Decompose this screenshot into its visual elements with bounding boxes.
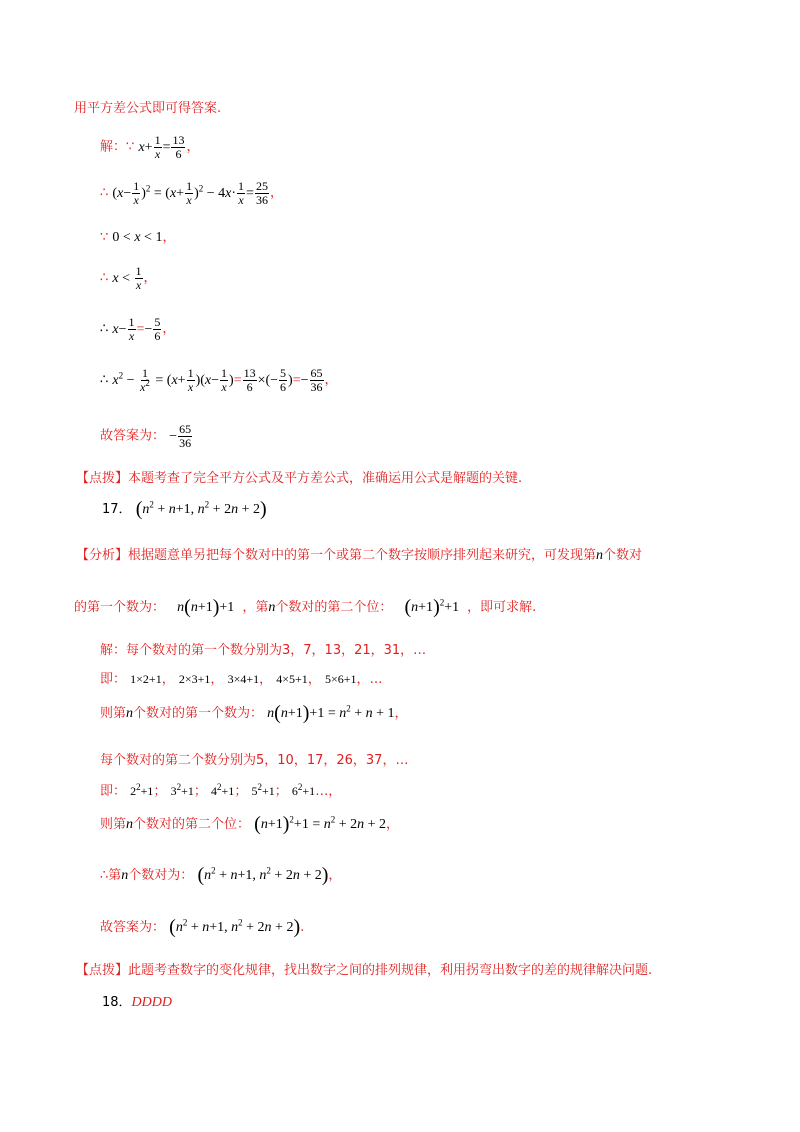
solution-17-line-7: ∴第n个数对为： ($n^2 + n+1$, $n^2 + 2n + 2$)， (100, 864, 342, 886)
answer-line-16: 故答案为： − $\frac{65}{36}$ (100, 422, 192, 450)
solution-17-line-2: 即： 1×2+1， 2×3+1， 3×4+1， 4×5+1， 5×6+1，… (100, 672, 383, 687)
solution-line-5: ∴ x− $\frac{1}{x}$ =− $\frac{5}{6}$ ， (100, 315, 176, 343)
solution-line-3: ∵ 0 < x < 1， (100, 230, 176, 245)
solution-line-4: ∴ x < $\frac{1}{x}$ ， (100, 264, 157, 292)
analysis-line-1: 【分析】根据题意单另把每个数对中的第一个或第二个数字按顺序排列起来研究，可发现第n个数对 (76, 548, 643, 563)
solution-17-line-1: 解：每个数对的第一个数分别为3，7，13，21，31，… (100, 643, 427, 658)
solution-17-line-4: 每个数对的第二个数分别为5，10，17，26，37，… (100, 753, 409, 768)
analysis-line-2: 的第一个数为： n(n+1)+1 ，第n个数对的第二个位： $(n+1)^2+1$ ，即可求解. (74, 596, 537, 618)
question-17-answer: 17． ($n^2 + n+1$, $n^2 + 2n + 2$) (102, 498, 267, 520)
hint-line-16: 【点拨】本题考查了完全平方公式及平方差公式，准确运用公式是解题的关键. (76, 471, 523, 486)
solution-line-6: ∴ $x^2$ − $\frac{1}{x^2}$ = (x+ $\frac{1}{x}$ )(x− $\frac{1}{x}$ )= $\frac{13}{6}$ ×(− $\frac{5}{6}$ )=− $\frac{65}{36}$ ， (100, 366, 338, 394)
solution-line-1: 解：∵ x+ $\frac{1}{x}$ = $\frac{13}{6}$ ， (100, 133, 200, 161)
hint-line-17: 【点拨】此题考查数字的变化规律，找出数字之间的排列规律，利用拐弯出数字的差的规律解决问题. (76, 963, 653, 978)
solution-line-2: ∴ (x− $\frac{1}{x}$ )$^2$ = (x+ $\frac{1}{x}$ )$^2$ − 4x· $\frac{1}{x}$ = $\frac{25}{36}$ ， (100, 179, 283, 207)
solution-17-line-6: 则第n个数对的第二个位： $(n+1)^2+1 = n^2 + 2n + 2$， (100, 813, 400, 835)
solution-17-line-3: 则第n个数对的第一个数为： $n(n+1)+1 = n^2 + n + 1$， (100, 702, 408, 724)
answer-line-17: 故答案为： ($n^2 + n+1$, $n^2 + 2n + 2$). (100, 916, 305, 938)
solution-17-line-5: 即： $2^2+1$； $3^2+1$； $4^2+1$； $5^2+1$； $6^2+1\dots$， (100, 782, 342, 799)
text-line-1: 用平方差公式即可得答案. (74, 101, 222, 116)
question-18-answer: 18．DDDD (102, 995, 172, 1010)
